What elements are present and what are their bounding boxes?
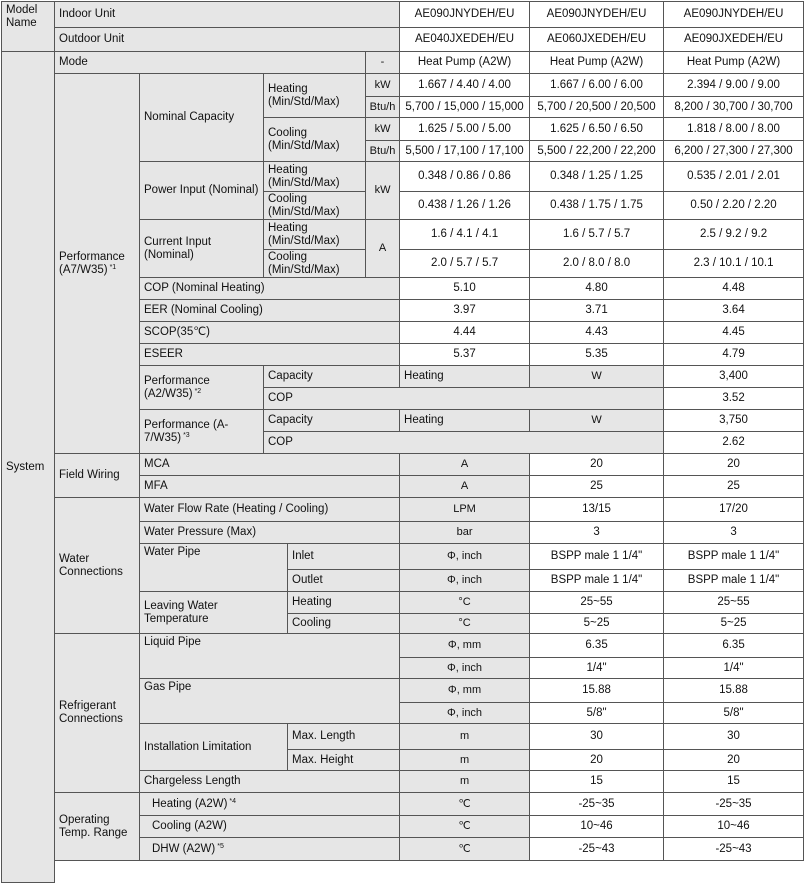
water-pressure-label: Water Pressure (Max): [140, 522, 400, 544]
water-pipe-inlet-value: BSPP male 1 1/4": [530, 544, 664, 570]
footnote-marker: *3: [183, 431, 190, 439]
current-input-cooling-value: 2.3 / 10.1 / 10.1: [664, 250, 804, 278]
eseer-value: 5.37: [400, 344, 530, 366]
eseer-value: 4.79: [664, 344, 804, 366]
eer-value: 3.64: [664, 300, 804, 322]
a-7-cop-value: 2.62: [664, 432, 804, 454]
mode-label: Mode: [55, 52, 366, 74]
nominal-heating-kw-value: 2.394 / 9.00 / 9.00: [664, 74, 804, 97]
a2-capacity-value: 3,400: [664, 366, 804, 388]
model-name-label: Model Name: [2, 2, 55, 52]
water-pressure-value: 3: [530, 522, 664, 544]
max-length-unit: m: [400, 724, 530, 750]
scop-value: 4.45: [664, 322, 804, 344]
operating-cooling-unit: ℃: [400, 816, 530, 838]
a2-heating-label: Heating: [400, 366, 530, 388]
power-input-cooling-value: 0.50 / 2.20 / 2.20: [664, 192, 804, 220]
outdoor-unit-model: AE090JXEDEH/EU: [664, 28, 804, 52]
performance-a2-label-text: Performance (A2/W35): [144, 374, 210, 400]
nominal-cooling-btu-value: 5,500 / 22,200 / 22,200: [530, 141, 664, 162]
lwt-cooling-label: Cooling: [288, 614, 400, 634]
water-flow-rate-value: 13/15: [530, 498, 664, 522]
operating-cooling-label-text: Cooling (A2W): [152, 820, 227, 832]
operating-temp-range-label: Operating Temp. Range: [55, 793, 140, 861]
field-wiring-label: Field Wiring: [55, 454, 140, 498]
lwt-cooling-value: 5~25: [530, 614, 664, 634]
power-input-heating-value: 0.348 / 0.86 / 0.86: [400, 162, 530, 192]
mca-label: MCA: [140, 454, 400, 476]
operating-cooling-value: 10~46: [530, 816, 664, 838]
footnote-marker: *4: [229, 797, 237, 805]
power-input-heating-value: 0.535 / 2.01 / 2.01: [664, 162, 804, 192]
nominal-cooling-btu-value: 6,200 / 27,300 / 27,300: [664, 141, 804, 162]
outdoor-unit-model: AE040JXEDEH/EU: [400, 28, 530, 52]
nominal-capacity-heating-label: Heating (Min/Std/Max): [264, 74, 366, 118]
operating-heating-unit: ℃: [400, 793, 530, 816]
water-pressure-unit: bar: [400, 522, 530, 544]
a-7-capacity-label: Capacity: [264, 410, 400, 432]
mfa-label: MFA: [140, 476, 400, 498]
liquid-pipe-inch-value: 1/4": [664, 658, 804, 679]
water-flow-rate-unit: LPM: [400, 498, 530, 522]
nominal-capacity-label: Nominal Capacity: [140, 74, 264, 162]
performance-a-7-label-text: Performance (A-7/W35): [144, 418, 229, 444]
nominal-capacity-cooling-label: Cooling (Min/Std/Max): [264, 118, 366, 162]
current-input-heating-value: 2.5 / 9.2 / 9.2: [664, 220, 804, 250]
current-input-label: Current Input (Nominal): [140, 220, 264, 278]
gas-pipe-mm-value: 15.88: [664, 679, 804, 703]
mode-value: Heat Pump (A2W): [530, 52, 664, 74]
a2-capacity-unit: W: [530, 366, 664, 388]
power-input-heating-label: Heating (Min/Std/Max): [264, 162, 366, 192]
power-input-cooling-value: 0.438 / 1.26 / 1.26: [400, 192, 530, 220]
gas-pipe-mm-value: 15.88: [530, 679, 664, 703]
nominal-cooling-btu-value: 5,500 / 17,100 / 17,100: [400, 141, 530, 162]
unit-label: Btu/h: [366, 141, 400, 162]
lwt-cooling-unit: °C: [400, 614, 530, 634]
operating-heating-label: [140, 793, 400, 816]
refrigerant-connections-label: Refrigerant Connections: [55, 634, 140, 793]
system-label: System: [2, 52, 55, 883]
operating-heating-value: -25~35: [530, 793, 664, 816]
outdoor-unit-label: Outdoor Unit: [55, 28, 400, 52]
max-length-label: Max. Length: [288, 724, 400, 750]
current-input-heating-value: 1.6 / 4.1 / 4.1: [400, 220, 530, 250]
liquid-pipe-inch-unit: Φ, inch: [400, 658, 530, 679]
water-flow-rate-label: Water Flow Rate (Heating / Cooling): [140, 498, 400, 522]
mfa-value: 25: [664, 476, 804, 498]
chargeless-length-value: 15: [664, 771, 804, 793]
nominal-heating-btu-value: 5,700 / 15,000 / 15,000: [400, 97, 530, 118]
water-pipe-inlet-label: Inlet: [288, 544, 400, 570]
eer-value: 3.97: [400, 300, 530, 322]
liquid-pipe-inch-value: 1/4": [530, 658, 664, 679]
power-input-cooling-label: Cooling (Min/Std/Max): [264, 192, 366, 220]
scop-value: 4.44: [400, 322, 530, 344]
performance-a7-label: [55, 74, 140, 454]
unit-label: Btu/h: [366, 97, 400, 118]
max-height-label: Max. Height: [288, 750, 400, 771]
eer-label: EER (Nominal Cooling): [140, 300, 400, 322]
max-length-value: 30: [664, 724, 804, 750]
water-pipe-inlet-value: BSPP male 1 1/4": [664, 544, 804, 570]
outdoor-unit-model: AE060JXEDEH/EU: [530, 28, 664, 52]
mca-value: 20: [664, 454, 804, 476]
nominal-cooling-kw-value: 1.818 / 8.00 / 8.00: [664, 118, 804, 141]
power-input-heating-value: 0.348 / 1.25 / 1.25: [530, 162, 664, 192]
footnote-marker: *2: [194, 387, 202, 395]
cop-value: 4.48: [664, 278, 804, 300]
nominal-cooling-kw-value: 1.625 / 6.50 / 6.50: [530, 118, 664, 141]
scop-value: 4.43: [530, 322, 664, 344]
chargeless-length-label: Chargeless Length: [140, 771, 400, 793]
operating-heating-label-text: Heating (A2W): [152, 797, 228, 810]
cop-label: COP (Nominal Heating): [140, 278, 400, 300]
power-input-unit: kW: [366, 162, 400, 220]
cop-value: 4.80: [530, 278, 664, 300]
gas-pipe-mm-unit: Φ, mm: [400, 679, 530, 703]
operating-dhw-value: -25~43: [530, 838, 664, 861]
water-pipe-outlet-value: BSPP male 1 1/4": [664, 570, 804, 592]
water-pipe-label: Water Pipe: [140, 544, 288, 592]
nominal-cooling-kw-value: 1.625 / 5.00 / 5.00: [400, 118, 530, 141]
water-flow-rate-value: 17/20: [664, 498, 804, 522]
liquid-pipe-mm-value: 6.35: [664, 634, 804, 658]
operating-cooling-label: [140, 816, 400, 838]
eseer-value: 5.35: [530, 344, 664, 366]
a2-capacity-label: Capacity: [264, 366, 400, 388]
a2-cop-value: 3.52: [664, 388, 804, 410]
unit-label: kW: [366, 118, 400, 141]
eer-value: 3.71: [530, 300, 664, 322]
current-input-heating-value: 1.6 / 5.7 / 5.7: [530, 220, 664, 250]
gas-pipe-inch-value: 5/8": [530, 703, 664, 724]
mode-unit: -: [366, 52, 400, 74]
operating-dhw-label-text: DHW (A2W): [152, 842, 216, 855]
chargeless-length-unit: m: [400, 771, 530, 793]
lwt-heating-value: 25~55: [664, 592, 804, 614]
a2-cop-label: COP: [264, 388, 664, 410]
mode-value: Heat Pump (A2W): [400, 52, 530, 74]
nominal-heating-kw-value: 1.667 / 6.00 / 6.00: [530, 74, 664, 97]
power-input-label: Power Input (Nominal): [140, 162, 264, 220]
a-7-cop-label: COP: [264, 432, 664, 454]
liquid-pipe-mm-value: 6.35: [530, 634, 664, 658]
performance-a7-label-text: Performance (A7/W35): [59, 250, 125, 276]
operating-cooling-value: 10~46: [664, 816, 804, 838]
mfa-value: 25: [530, 476, 664, 498]
lwt-cooling-value: 5~25: [664, 614, 804, 634]
liquid-pipe-label: Liquid Pipe: [140, 634, 400, 679]
max-height-value: 20: [530, 750, 664, 771]
mode-value: Heat Pump (A2W): [664, 52, 804, 74]
operating-dhw-unit: ℃: [400, 838, 530, 861]
nominal-heating-btu-value: 8,200 / 30,700 / 30,700: [664, 97, 804, 118]
mca-value: 20: [530, 454, 664, 476]
installation-limitation-label: Installation Limitation: [140, 724, 288, 771]
footnote-marker: *1: [109, 263, 117, 271]
lwt-heating-label: Heating: [288, 592, 400, 614]
spec-table: [1, 1, 804, 883]
max-length-value: 30: [530, 724, 664, 750]
water-connections-label: Water Connections: [55, 498, 140, 634]
current-input-heating-label: Heating (Min/Std/Max): [264, 220, 366, 250]
operating-dhw-label: [140, 838, 400, 861]
gas-pipe-inch-value: 5/8": [664, 703, 804, 724]
performance-a2-label: [140, 366, 264, 410]
a-7-capacity-value: 3,750: [664, 410, 804, 432]
water-pipe-outlet-label: Outlet: [288, 570, 400, 592]
lwt-heating-value: 25~55: [530, 592, 664, 614]
operating-dhw-value: -25~43: [664, 838, 804, 861]
nominal-heating-kw-value: 1.667 / 4.40 / 4.00: [400, 74, 530, 97]
liquid-pipe-mm-unit: Φ, mm: [400, 634, 530, 658]
a-7-capacity-unit: W: [530, 410, 664, 432]
performance-a-7-label: [140, 410, 264, 454]
indoor-unit-model: AE090JNYDEH/EU: [664, 2, 804, 28]
chargeless-length-value: 15: [530, 771, 664, 793]
indoor-unit-model: AE090JNYDEH/EU: [530, 2, 664, 28]
mca-unit: A: [400, 454, 530, 476]
max-height-value: 20: [664, 750, 804, 771]
indoor-unit-label: Indoor Unit: [55, 2, 400, 28]
water-pipe-inlet-unit: Φ, inch: [400, 544, 530, 570]
footnote-marker: *5: [217, 842, 224, 850]
current-input-cooling-value: 2.0 / 5.7 / 5.7: [400, 250, 530, 278]
scop-label: SCOP(35℃): [140, 322, 400, 344]
a-7-heating-label: Heating: [400, 410, 530, 432]
eseer-label: ESEER: [140, 344, 400, 366]
lwt-heating-unit: °C: [400, 592, 530, 614]
water-pipe-outlet-unit: Φ, inch: [400, 570, 530, 592]
current-input-unit: A: [366, 220, 400, 278]
water-pressure-value: 3: [664, 522, 804, 544]
water-pipe-outlet-value: BSPP male 1 1/4": [530, 570, 664, 592]
unit-label: kW: [366, 74, 400, 97]
max-height-unit: m: [400, 750, 530, 771]
power-input-cooling-value: 0.438 / 1.75 / 1.75: [530, 192, 664, 220]
gas-pipe-inch-unit: Φ, inch: [400, 703, 530, 724]
cop-value: 5.10: [400, 278, 530, 300]
operating-heating-value: -25~35: [664, 793, 804, 816]
leaving-water-temperature-label: Leaving Water Temperature: [140, 592, 288, 634]
gas-pipe-label: Gas Pipe: [140, 679, 400, 724]
indoor-unit-model: AE090JNYDEH/EU: [400, 2, 530, 28]
current-input-cooling-value: 2.0 / 8.0 / 8.0: [530, 250, 664, 278]
current-input-cooling-label: Cooling (Min/Std/Max): [264, 250, 366, 278]
mfa-unit: A: [400, 476, 530, 498]
nominal-heating-btu-value: 5,700 / 20,500 / 20,500: [530, 97, 664, 118]
